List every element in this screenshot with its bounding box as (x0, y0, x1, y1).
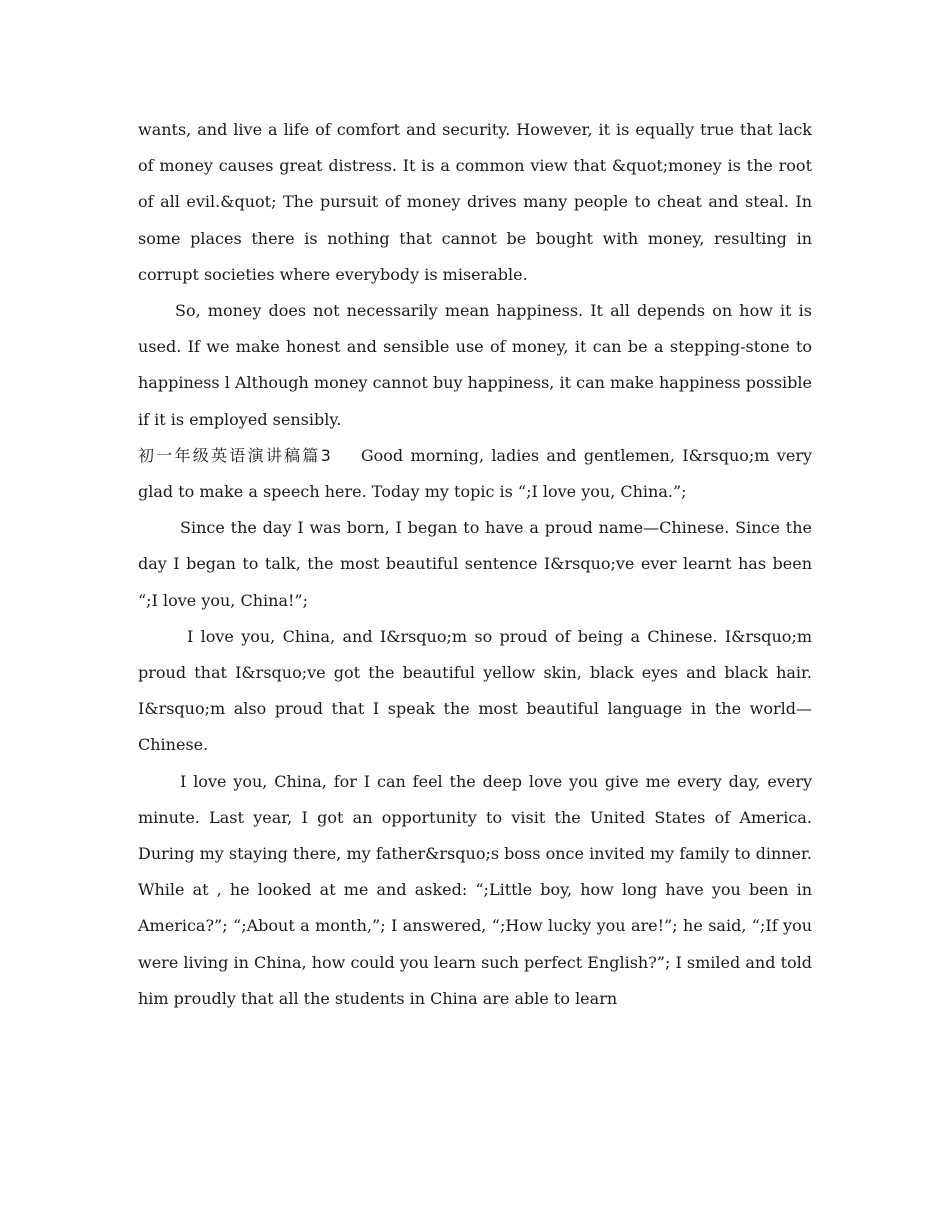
speech-3-opening-text: Good morning, ladies and gentlemen, I&rsquo;m very glad to make a speech here. Today my topic is “;I love you, China.”; (138, 445, 813, 502)
paragraph-proud-chinese: I love you, China, and I&rsquo;m so proud of being a Chinese. I&rsquo;m proud that I&rsquo;ve got the beautiful yellow skin, black eyes and black hair. I&rsquo;m also proud that I speak the most beautiful language in the world—Chinese. (138, 626, 812, 755)
paragraph-speech-3-intro (138, 438, 812, 510)
document-page (138, 112, 812, 1017)
paragraph-money-happiness: So, money does not necessarily mean happiness. It all depends on how it is used. If we make honest and sensible use of money, it can be a stepping-stone to happiness l Although money cannot buy happiness, it can make happiness possible if it is employed sensibly. (138, 301, 812, 429)
section-heading: 初一年级英语演讲稿篇3 (138, 445, 331, 465)
paragraph-america-visit: I love you, China, for I can feel the deep love you give me every day, every minute. Last year, I got an opportunity to visit the United States of America. During my staying there, my father&rsquo;s boss once invited my family to dinner. While at , he looked at me and asked: “;Little boy, how long have you been in America?”; “;About a month,”; I answered, “;How lucky you are!”; he said, “;If you were living in China, how could you learn such perfect English?”; I smiled and told him proudly that all the students in China are able to learn (138, 771, 812, 1008)
paragraph-money-evil: wants, and live a life of comfort and security. However, it is equally true that lack of money causes great distress. It is a common view that &quot;money is the root of all evil.&quot; The pursuit of money drives many people to cheat and steal. In some places there is nothing that cannot be bought with money, resulting in corrupt societies where everybody is miserable. (138, 120, 812, 284)
paragraph-proud-name: Since the day I was born, I began to have a proud name—Chinese. Since the day I began to talk, the most beautiful sentence I&rsquo;ve ever learnt has been “;I love you, China!”; (138, 518, 812, 610)
